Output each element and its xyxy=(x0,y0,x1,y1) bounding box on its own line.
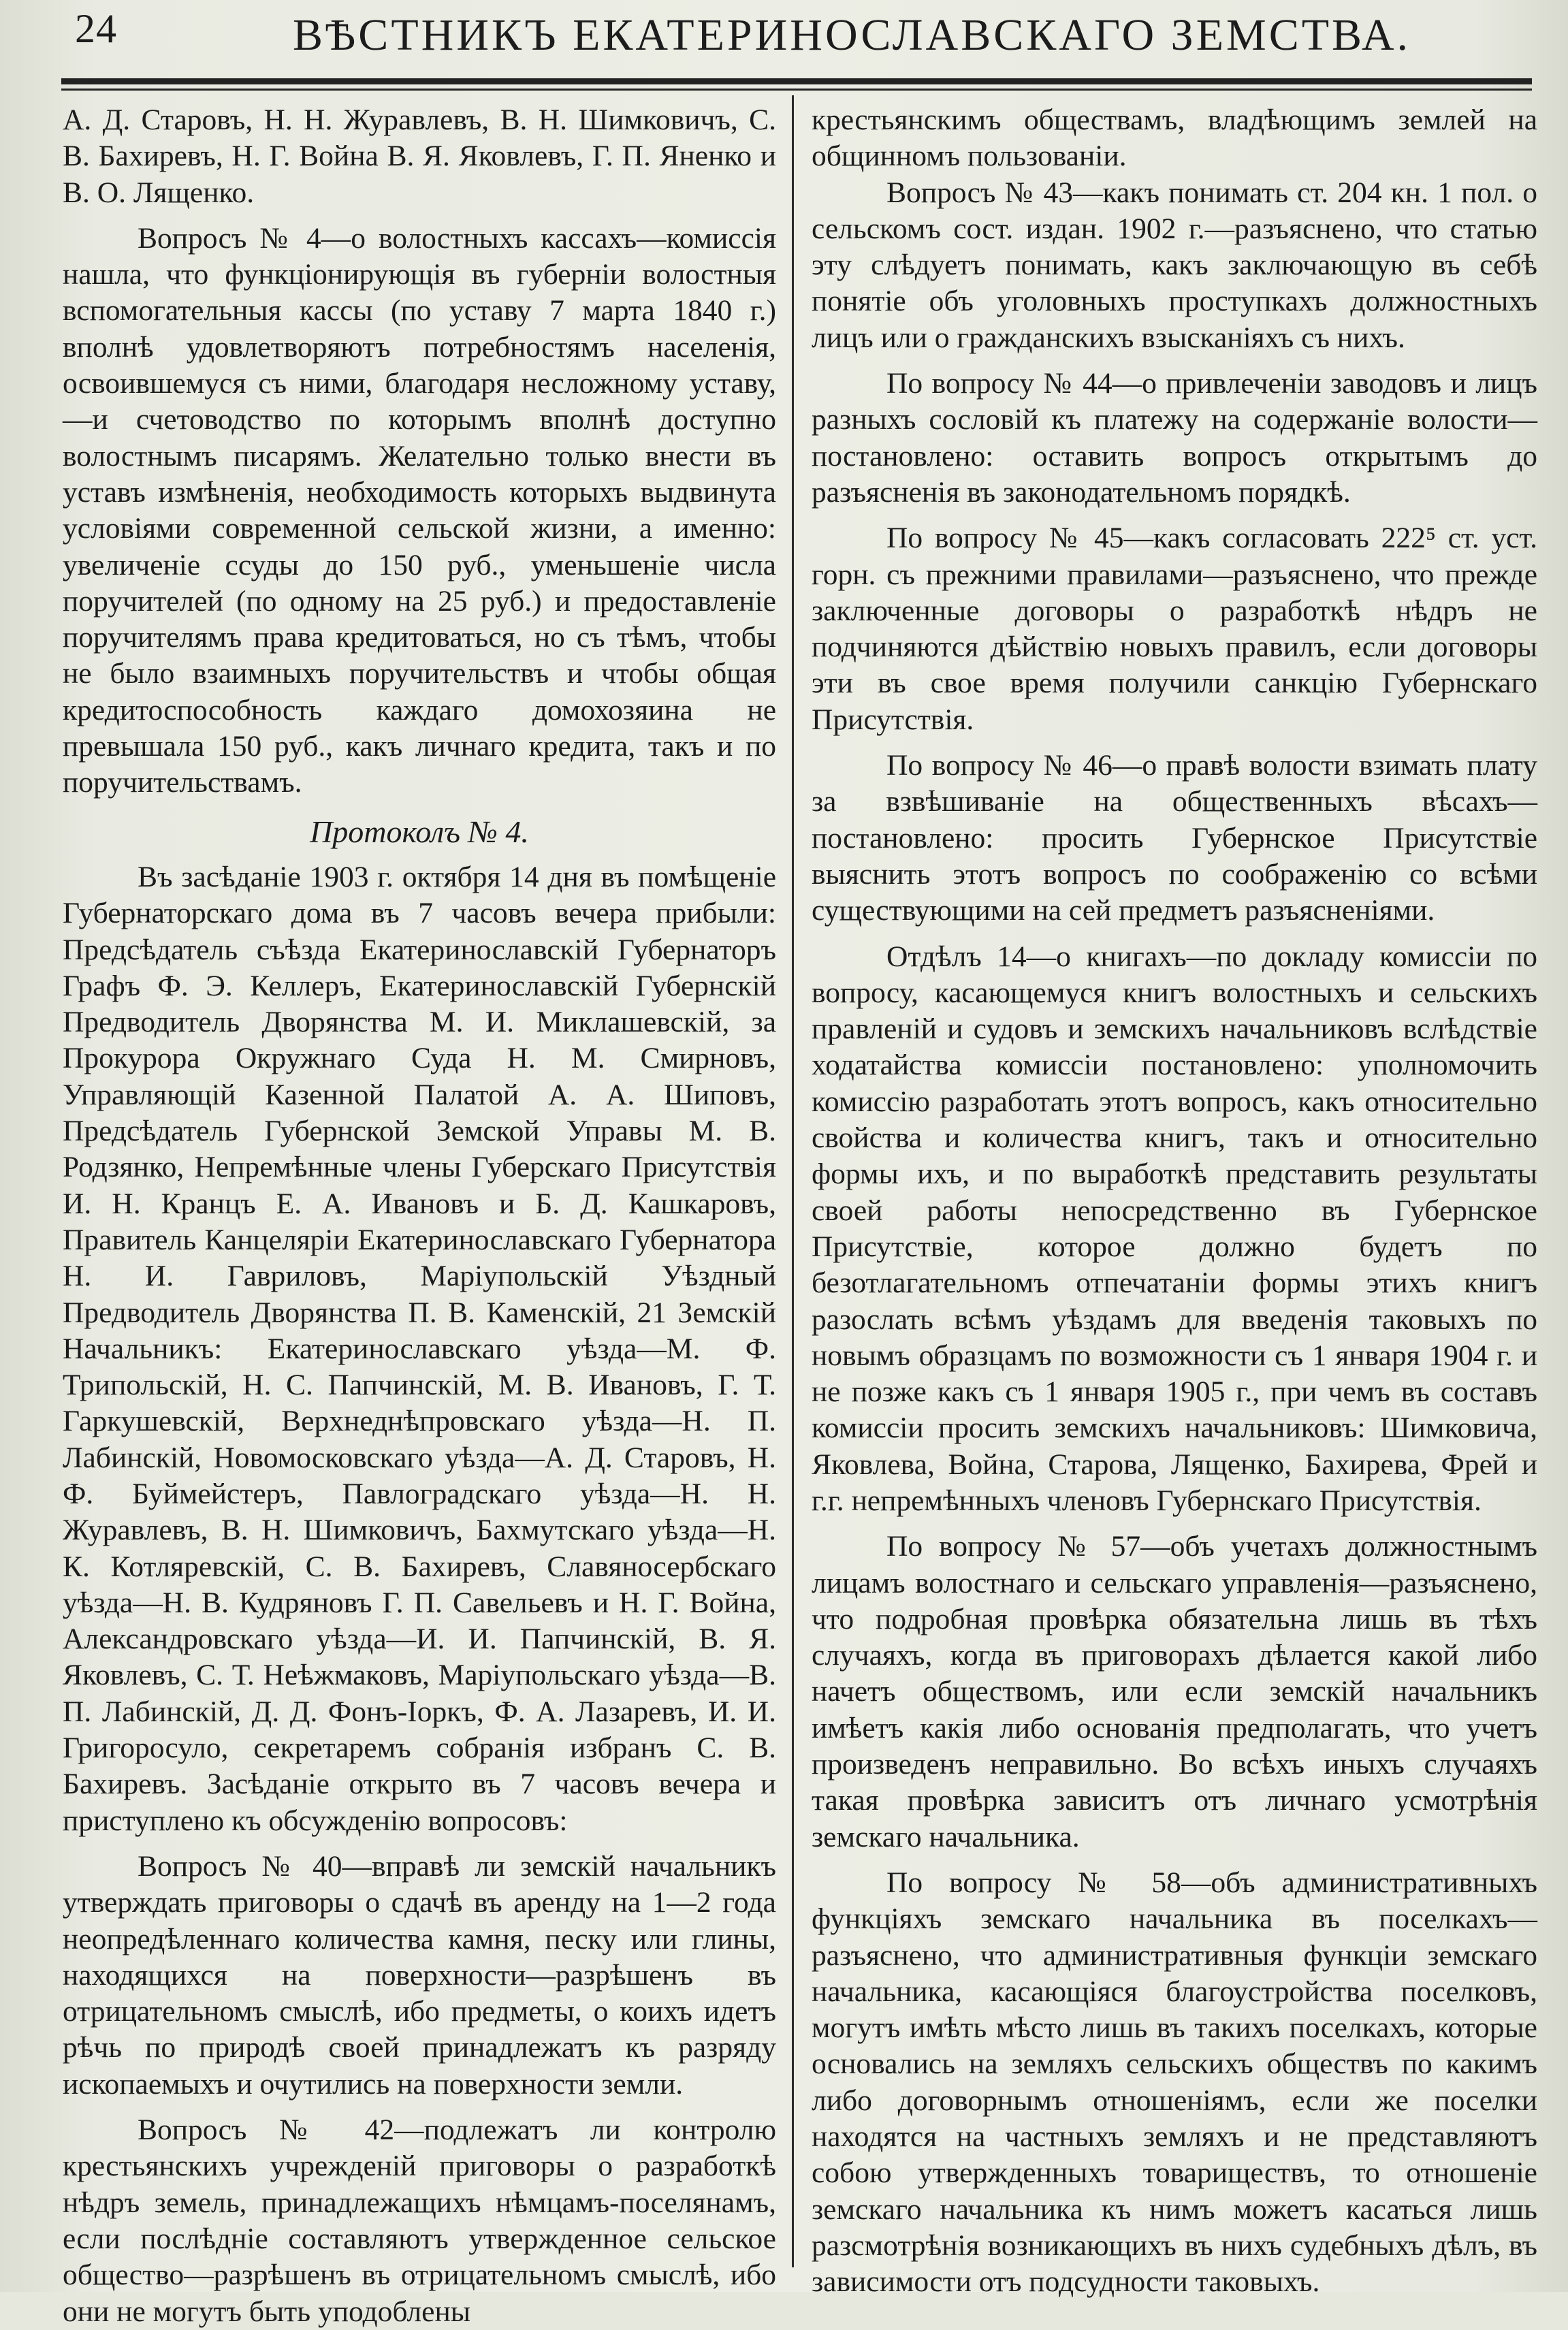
paragraph: Вопросъ № 4—о волостныхъ кассахъ—комиссія нашла, что функціонирующія въ губерніи волостныя вспомогательныя кассы (по уставу 7 марта 1840 г.) вполнѣ удовлетворяютъ потребностямъ населенія, освоившемуся съ ними, благодаря несложному уставу,—и счетоводство по которымъ вполнѣ доступно волостнымъ писарямъ. Желательно только внести въ уставъ измѣненія, необходимость которыхъ выдвинута условіями современной сельской жизни, а именно: увеличеніе ссуды до 150 руб., уменьшеніе числа поручителей (по одному на 25 руб.) и предоставленіе поручителямъ права кредитоваться, но съ тѣмъ, чтобы не было взаимныхъ поручительствъ и чтобы общая кредитоспособность каждаго домохозяина не превышала 150 руб., какъ личнаго кредита, такъ и по поручительствамъ. xyxy=(63,221,776,799)
paragraph: крестьянскимъ обществамъ, владѣющимъ землей на общинномъ пользованіи. xyxy=(812,103,1537,173)
paragraph: Вопросъ № 43—какъ понимать ст. 204 кн. 1 пол. о сельскомъ сост. издан. 1902 г.—разъяснено, что статью эту слѣдуетъ понимать, какъ заключающую въ себѣ понятіе объ уголовныхъ проступкахъ должностныхъ лицъ или о гражданскихъ взысканіяхъ съ нихъ. xyxy=(812,176,1537,354)
header-rule-thin xyxy=(61,89,1532,91)
protocol-heading: Протоколъ № 4. xyxy=(310,814,529,849)
header-rule-thick xyxy=(61,78,1532,84)
paragraph: По вопросу № 46—о правѣ волости взимать плату за взвѣшиваніе на общественныхъ вѣсахъ—постановлено: просить Губернское Присутствіе выяснить этотъ вопросъ по соображенію со всѣми существующими на сей предметъ разъясненіями. xyxy=(812,749,1537,927)
paragraph: Вопросъ № 40—вправѣ ли земскій начальникъ утверждать приговоры о сдачѣ въ аренду на 1—2 года неопредѣленнаго количества камня, песку или глины, находящихся на поверхности—разрѣшенъ въ отрицательномъ смыслѣ, ибо предметы, о коихъ идетъ рѣчь по природѣ своей принадлежатъ къ разряду ископаемыхъ и очутились на поверхности земли. xyxy=(63,1849,776,2101)
column-divider xyxy=(792,95,794,2267)
paragraph: По вопросу № 57—объ учетахъ должностнымъ лицамъ волостнаго и сельскаго управленія—разъяснено, что подробная провѣрка обязательна лишь въ тѣхъ случаяхъ, когда въ приговорахъ дѣлается какой либо начетъ обществомъ, или если земскій начальникъ имѣетъ какія либо основанія предполагать, что учетъ произведенъ неправильно. Во всѣхъ иныхъ случаяхъ такая провѣрка зависитъ отъ личнаго усмотрѣнія земскаго начальника. xyxy=(812,1530,1537,1853)
page-number: 24 xyxy=(75,6,117,51)
paragraph: А. Д. Старовъ, Н. Н. Журавлевъ, В. Н. Шимковичъ, С. В. Бахиревъ, Н. Г. Война В. Я. Яковлевъ, Г. П. Яненко и В. О. Лященко. xyxy=(63,103,776,209)
paragraph: Отдѣлъ 14—о книгахъ—по докладу комиссіи по вопросу, касающемуся книгъ волостныхъ и сельскихъ правленій и судовъ и земскихъ начальниковъ вслѣдствіе ходатайства комиссіи постановлено: уполномочить комиссію разработать этотъ вопросъ, какъ относительно свойства и количества книгъ, такъ и относительно формы ихъ, и по выработкѣ представить результаты своей работы непосредственно въ Губернское Присутствіе, которое должно будетъ по безотлагательномъ отпечатаніи формы этихъ книгъ разослать всѣмъ уѣздамъ для введенія таковыхъ по новымъ образцамъ по возможности съ 1 января 1904 г. и не позже какъ съ 1 января 1905 г., при чемъ въ составъ комиссіи просить земскихъ начальниковъ: Шимковича, Яковлева, Война, Старова, Лященко, Бахирева, Фрей и г.г. непремѣнныхъ членовъ Губернскаго Присутствія. xyxy=(812,940,1537,1517)
paragraph: По вопросу № 58—объ административныхъ функціяхъ земскаго начальника въ поселкахъ—разъяснено, что административныя функціи земскаго начальника, касающіяся благоустройства поселковъ, могутъ имѣть мѣсто лишь въ такихъ поселкахъ, которые основались на земляхъ сельскихъ обществъ по какимъ либо договорнымъ отношеніямъ, если же поселки находятся на частныхъ земляхъ и не представляютъ собою утвержденныхъ товариществъ, то отношеніе земскаго начальника къ нимъ можетъ касаться лишь разсмотрѣнія возникающихъ въ нихъ судебныхъ дѣлъ, въ зависимости отъ подсудности таковыхъ. xyxy=(812,1866,1537,2299)
paragraph: По вопросу № 44—о привлеченіи заводовъ и лицъ разныхъ сословій къ платежу на содержаніе волости—постановлено: оставить вопросъ открытымъ до разъясненія въ законодательномъ порядкѣ. xyxy=(812,367,1537,509)
paragraph: Вопросъ № 42—подлежатъ ли контролю крестьянскихъ учрежденій приговоры о разработкѣ нѣдръ земель, принадлежащихъ нѣмцамъ-поселянамъ, если послѣдніе составляютъ утвержденное сельское общество—разрѣшенъ въ отрицательномъ смыслѣ, ибо они не могутъ быть уподоблены xyxy=(63,2113,776,2328)
left-column xyxy=(63,102,776,2328)
paragraph: По вопросу № 45—какъ согласовать 222⁵ ст. уст. горн. съ прежними правилами—разъяснено, что прежде заключенные договоры о разработкѣ нѣдръ не подчиняются дѣйствію новыхъ правилъ, если договоры эти въ свое время получили санкцію Губернскаго Присутствія. xyxy=(812,522,1537,736)
right-column xyxy=(812,102,1537,2299)
paragraph: Въ засѣданіе 1903 г. октября 14 дня въ помѣщеніе Губернаторскаго дома въ 7 часовъ вечера прибыли: Предсѣдатель съѣзда Екатеринославскій Губернаторъ Графъ Ф. Э. Келлеръ, Екатеринославскій Губернскій Предводитель Дворянства М. И. Миклашевскій, за Прокурора Окружнаго Суда Н. М. Смирновъ, Управляющій Казенной Палатой А. А. Шиповъ, Предсѣдатель Губернской Земской Управы М. В. Родзянко, Непремѣнные члены Губерскаго Присутствія И. Н. Кранцъ Е. А. Ивановъ и Б. Д. Кашкаровъ, Правитель Канцеляріи Екатеринославскаго Губернатора Н. И. Гавриловъ, Маріупольскій Уѣздный Предводитель Дворянства П. В. Каменскій, 21 Земскій Начальникъ: Екатеринославскаго уѣзда—М. Ф. Трипольскій, Н. С. Папчинскій, М. В. Ивановъ, Г. Т. Гаркушевскій, Верхнеднѣпровскаго уѣзда—Н. П. Лабинскій, Новомосковскаго уѣзда—А. Д. Старовъ, Н. Ф. Буймейстеръ, Павлоградскаго уѣзда—Н. Н. Журавлевъ, В. Н. Шимковичъ, Бахмутскаго уѣзда—Н. К. Котляревскій, С. В. Бахиревъ, Славяносербскаго уѣзда—Н. В. Кудряновъ Г. П. Савельевъ и Н. Г. Война, Александровскаго уѣзда—И. И. Папчинскій, В. Я. Яковлевъ, С. Т. Неѣжмаковъ, Маріупольскаго уѣзда—В. П. Лабинскій, Д. Д. Фонъ-Іоркъ, Ф. А. Лазаревъ, И. И. Григоросуло, секретаремъ собранія избранъ С. В. Бахиревъ. Засѣданіе открыто въ 7 часовъ вечера и приступлено къ обсужденію вопросовъ: xyxy=(63,860,776,1837)
journal-title: ВѢСТНИКЪ ЕКАТЕРИНОСЛАВСКАГО ЗЕМСТВА. xyxy=(293,10,1411,60)
